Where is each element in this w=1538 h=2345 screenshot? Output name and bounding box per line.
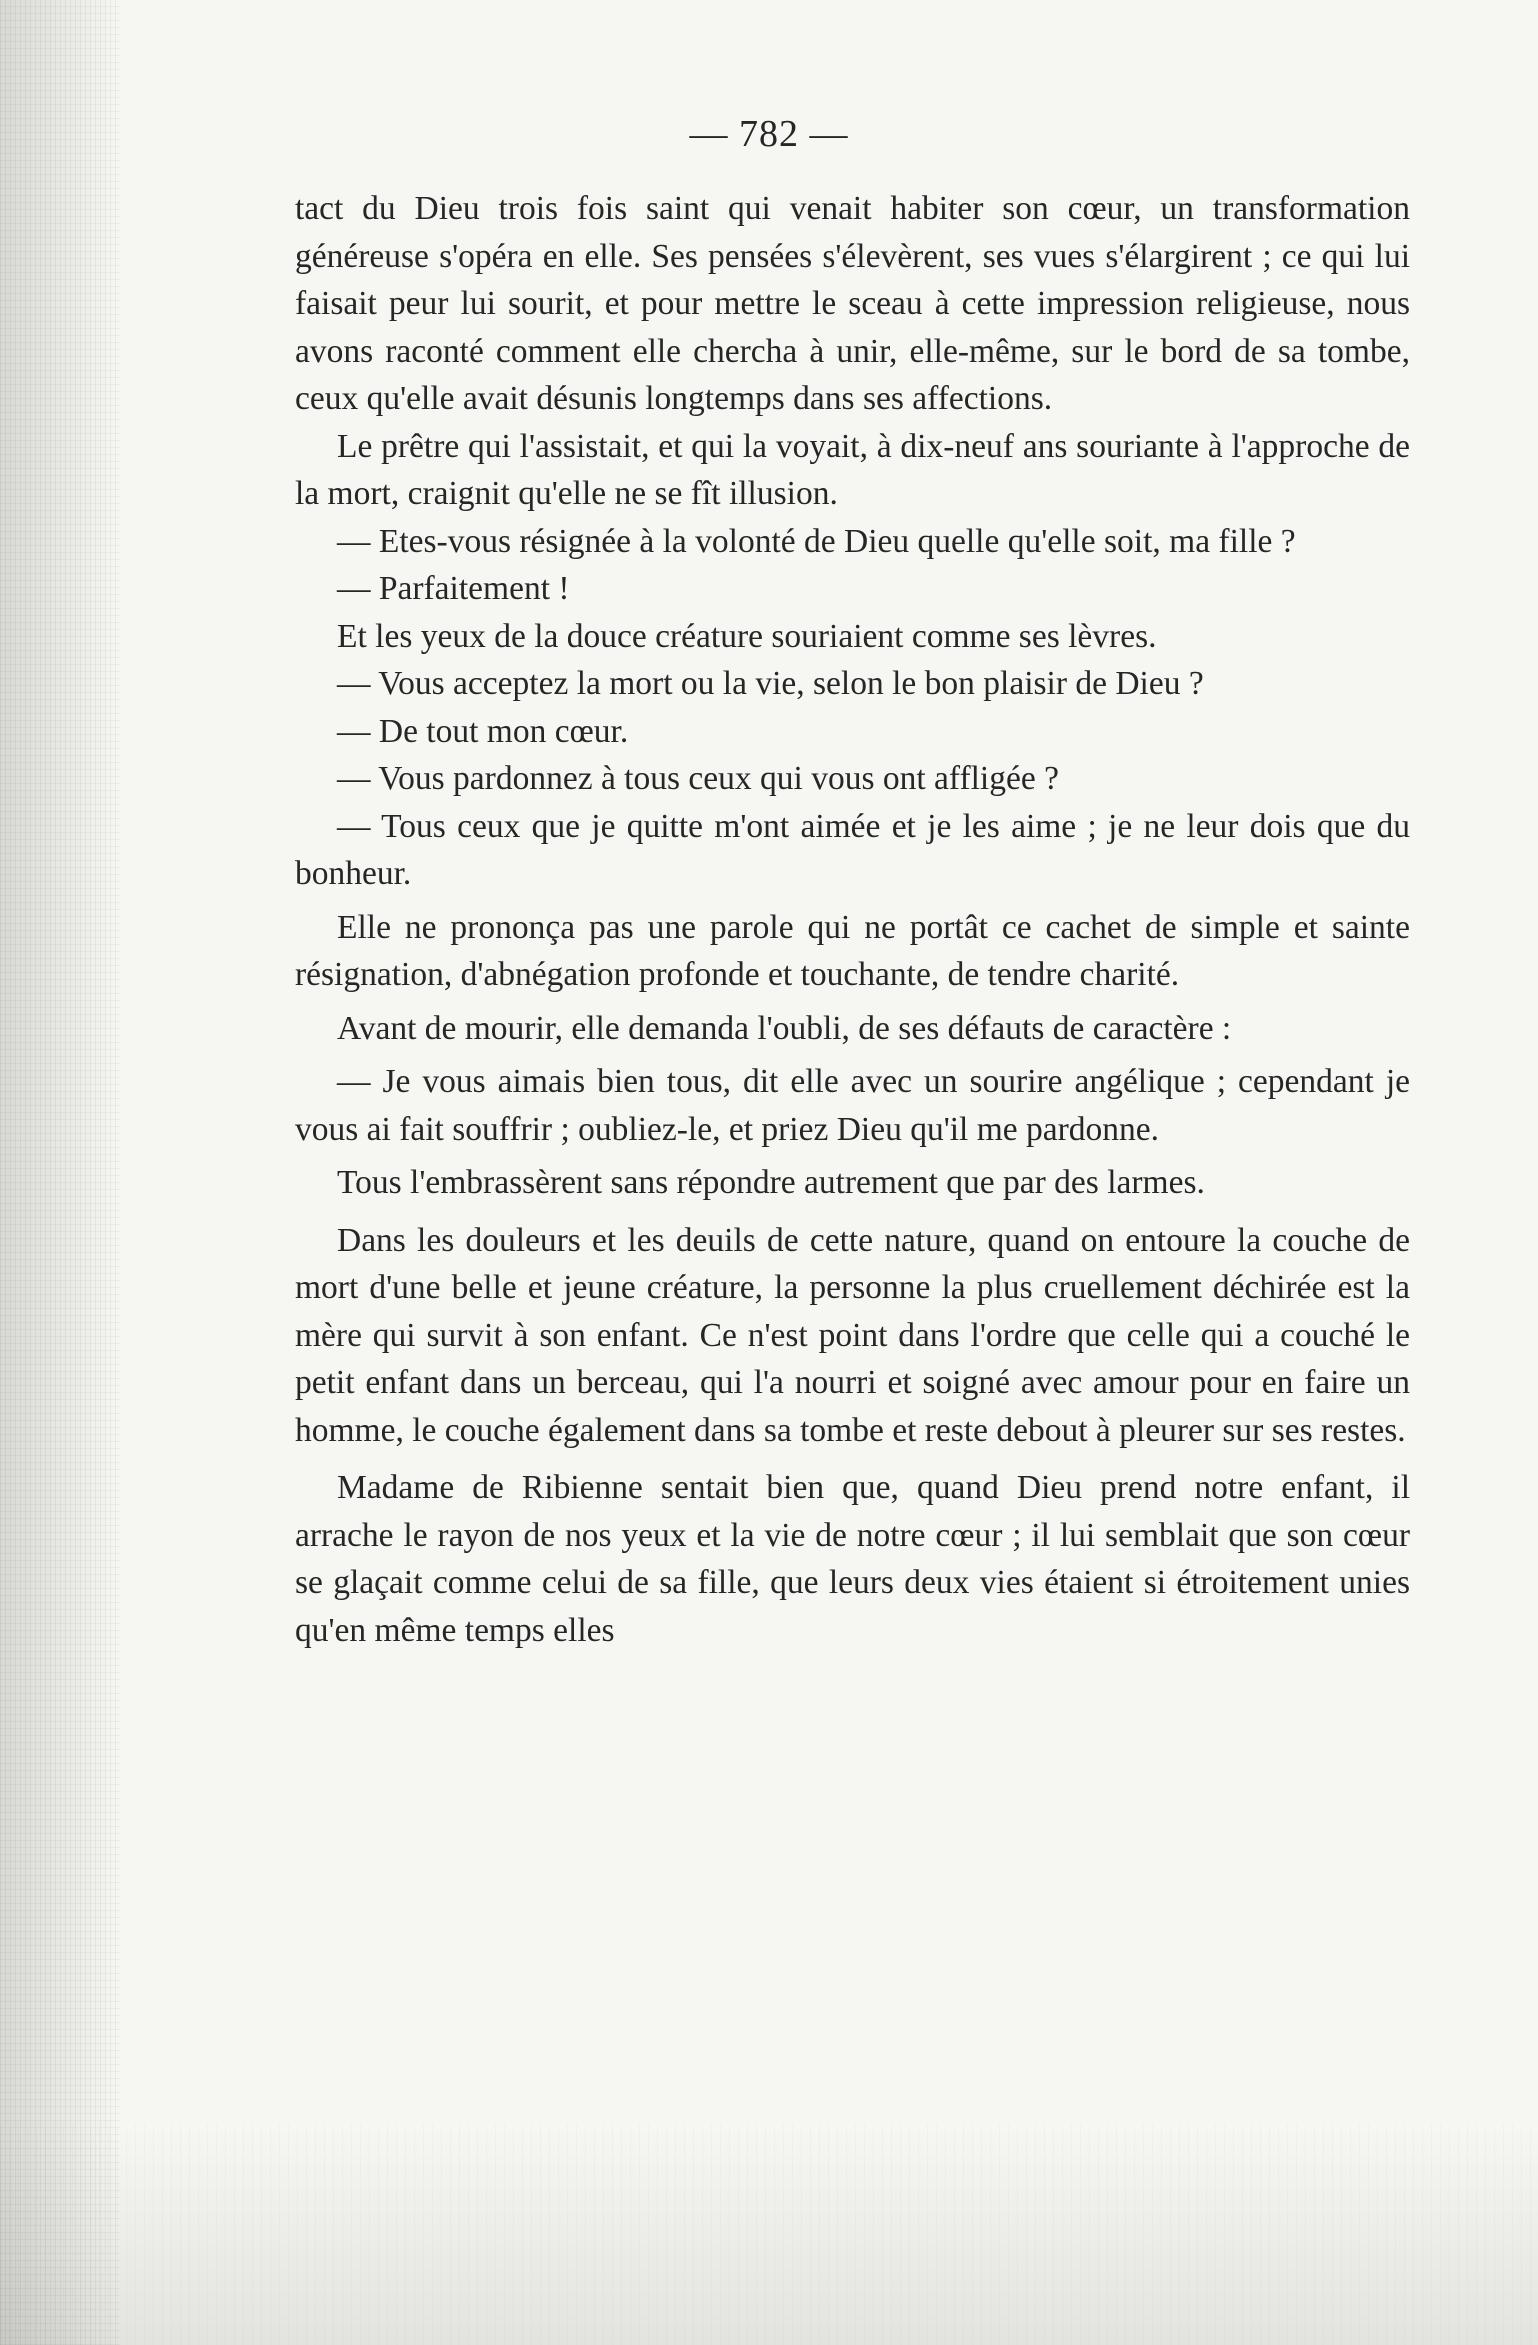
page-number: — 782 — bbox=[689, 113, 849, 155]
dialogue-line: — De tout mon cœur. bbox=[337, 712, 629, 750]
dialogue-line: — Tous ceux que je quitte m'ont aimée et je les aime ; je ne leur dois que du bonheur. bbox=[295, 807, 1410, 892]
dialogue-line: — Vous pardonnez à tous ceux qui vous ont affligée ? bbox=[337, 760, 1059, 797]
dialogue-line: — Parfaitement ! bbox=[337, 570, 570, 607]
paragraph: Le prêtre qui l'assistait, et qui la voyait, à dix-neuf ans souriante à l'approche de la mort, craignit qu'elle ne se fît illusion. bbox=[295, 427, 1410, 512]
body-text bbox=[295, 185, 1410, 1654]
paragraph: tact du Dieu trois fois saint qui venait habiter son cœur, un transformation généreuse s'opéra en elle. Ses pensées s'élevèrent, ses vues s'élargirent ; ce qui lui faisait peur lui sourit, et pour mettre le sceau à cette impression religieuse, nous avons raconté comment elle chercha à unir, elle-même, sur le bord de sa tombe, ceux qu'elle avait désunis longtemps dans ses affections. bbox=[295, 190, 1410, 417]
paragraph: Elle ne prononça pas une parole qui ne portât ce cachet de simple et sainte résignation, d'abnégation profonde et touchante, de tendre charité. bbox=[295, 908, 1410, 993]
paragraph: Madame de Ribienne sentait bien que, quand Dieu prend notre enfant, il arrache le rayon de nos yeux et la vie de notre cœur ; il lui semblait que son cœur se glaçait comme celui de sa fille, que leurs deux vies étaient si étroitement unies qu'en même temps elles bbox=[295, 1469, 1410, 1649]
dialogue-line: — Etes-vous résignée à la volonté de Dieu quelle qu'elle soit, ma fille ? bbox=[337, 522, 1296, 560]
scan-bottom-shadow bbox=[0, 2125, 1538, 2345]
paragraph: Avant de mourir, elle demanda l'oubli, de ses défauts de caractère : bbox=[337, 1009, 1232, 1047]
paragraph: Et les yeux de la douce créature souriaient comme ses lèvres. bbox=[337, 617, 1157, 655]
dialogue-line: — Je vous aimais bien tous, dit elle avec un sourire angélique ; cependant je vous ai fait souffrir ; oubliez-le, et priez Dieu qu'il me pardonne. bbox=[295, 1063, 1410, 1148]
paragraph: Tous l'embrassèrent sans répondre autrement que par des larmes. bbox=[337, 1164, 1205, 1201]
paragraph: Dans les douleurs et les deuils de cette nature, quand on entoure la couche de mort d'une belle et jeune créature, la personne la plus cruellement déchirée est la mère qui survit à son enfant. Ce n'est point dans l'ordre que celle qui a couché le petit enfant dans un berceau, qui l'a nourri et soigné avec amour pour en faire un homme, le couche également dans sa tombe et reste debout à pleurer sur ses restes. bbox=[295, 1221, 1410, 1449]
scan-edge-shadow bbox=[0, 0, 120, 2345]
dialogue-line: — Vous acceptez la mort ou la vie, selon le bon plaisir de Dieu ? bbox=[337, 665, 1204, 702]
